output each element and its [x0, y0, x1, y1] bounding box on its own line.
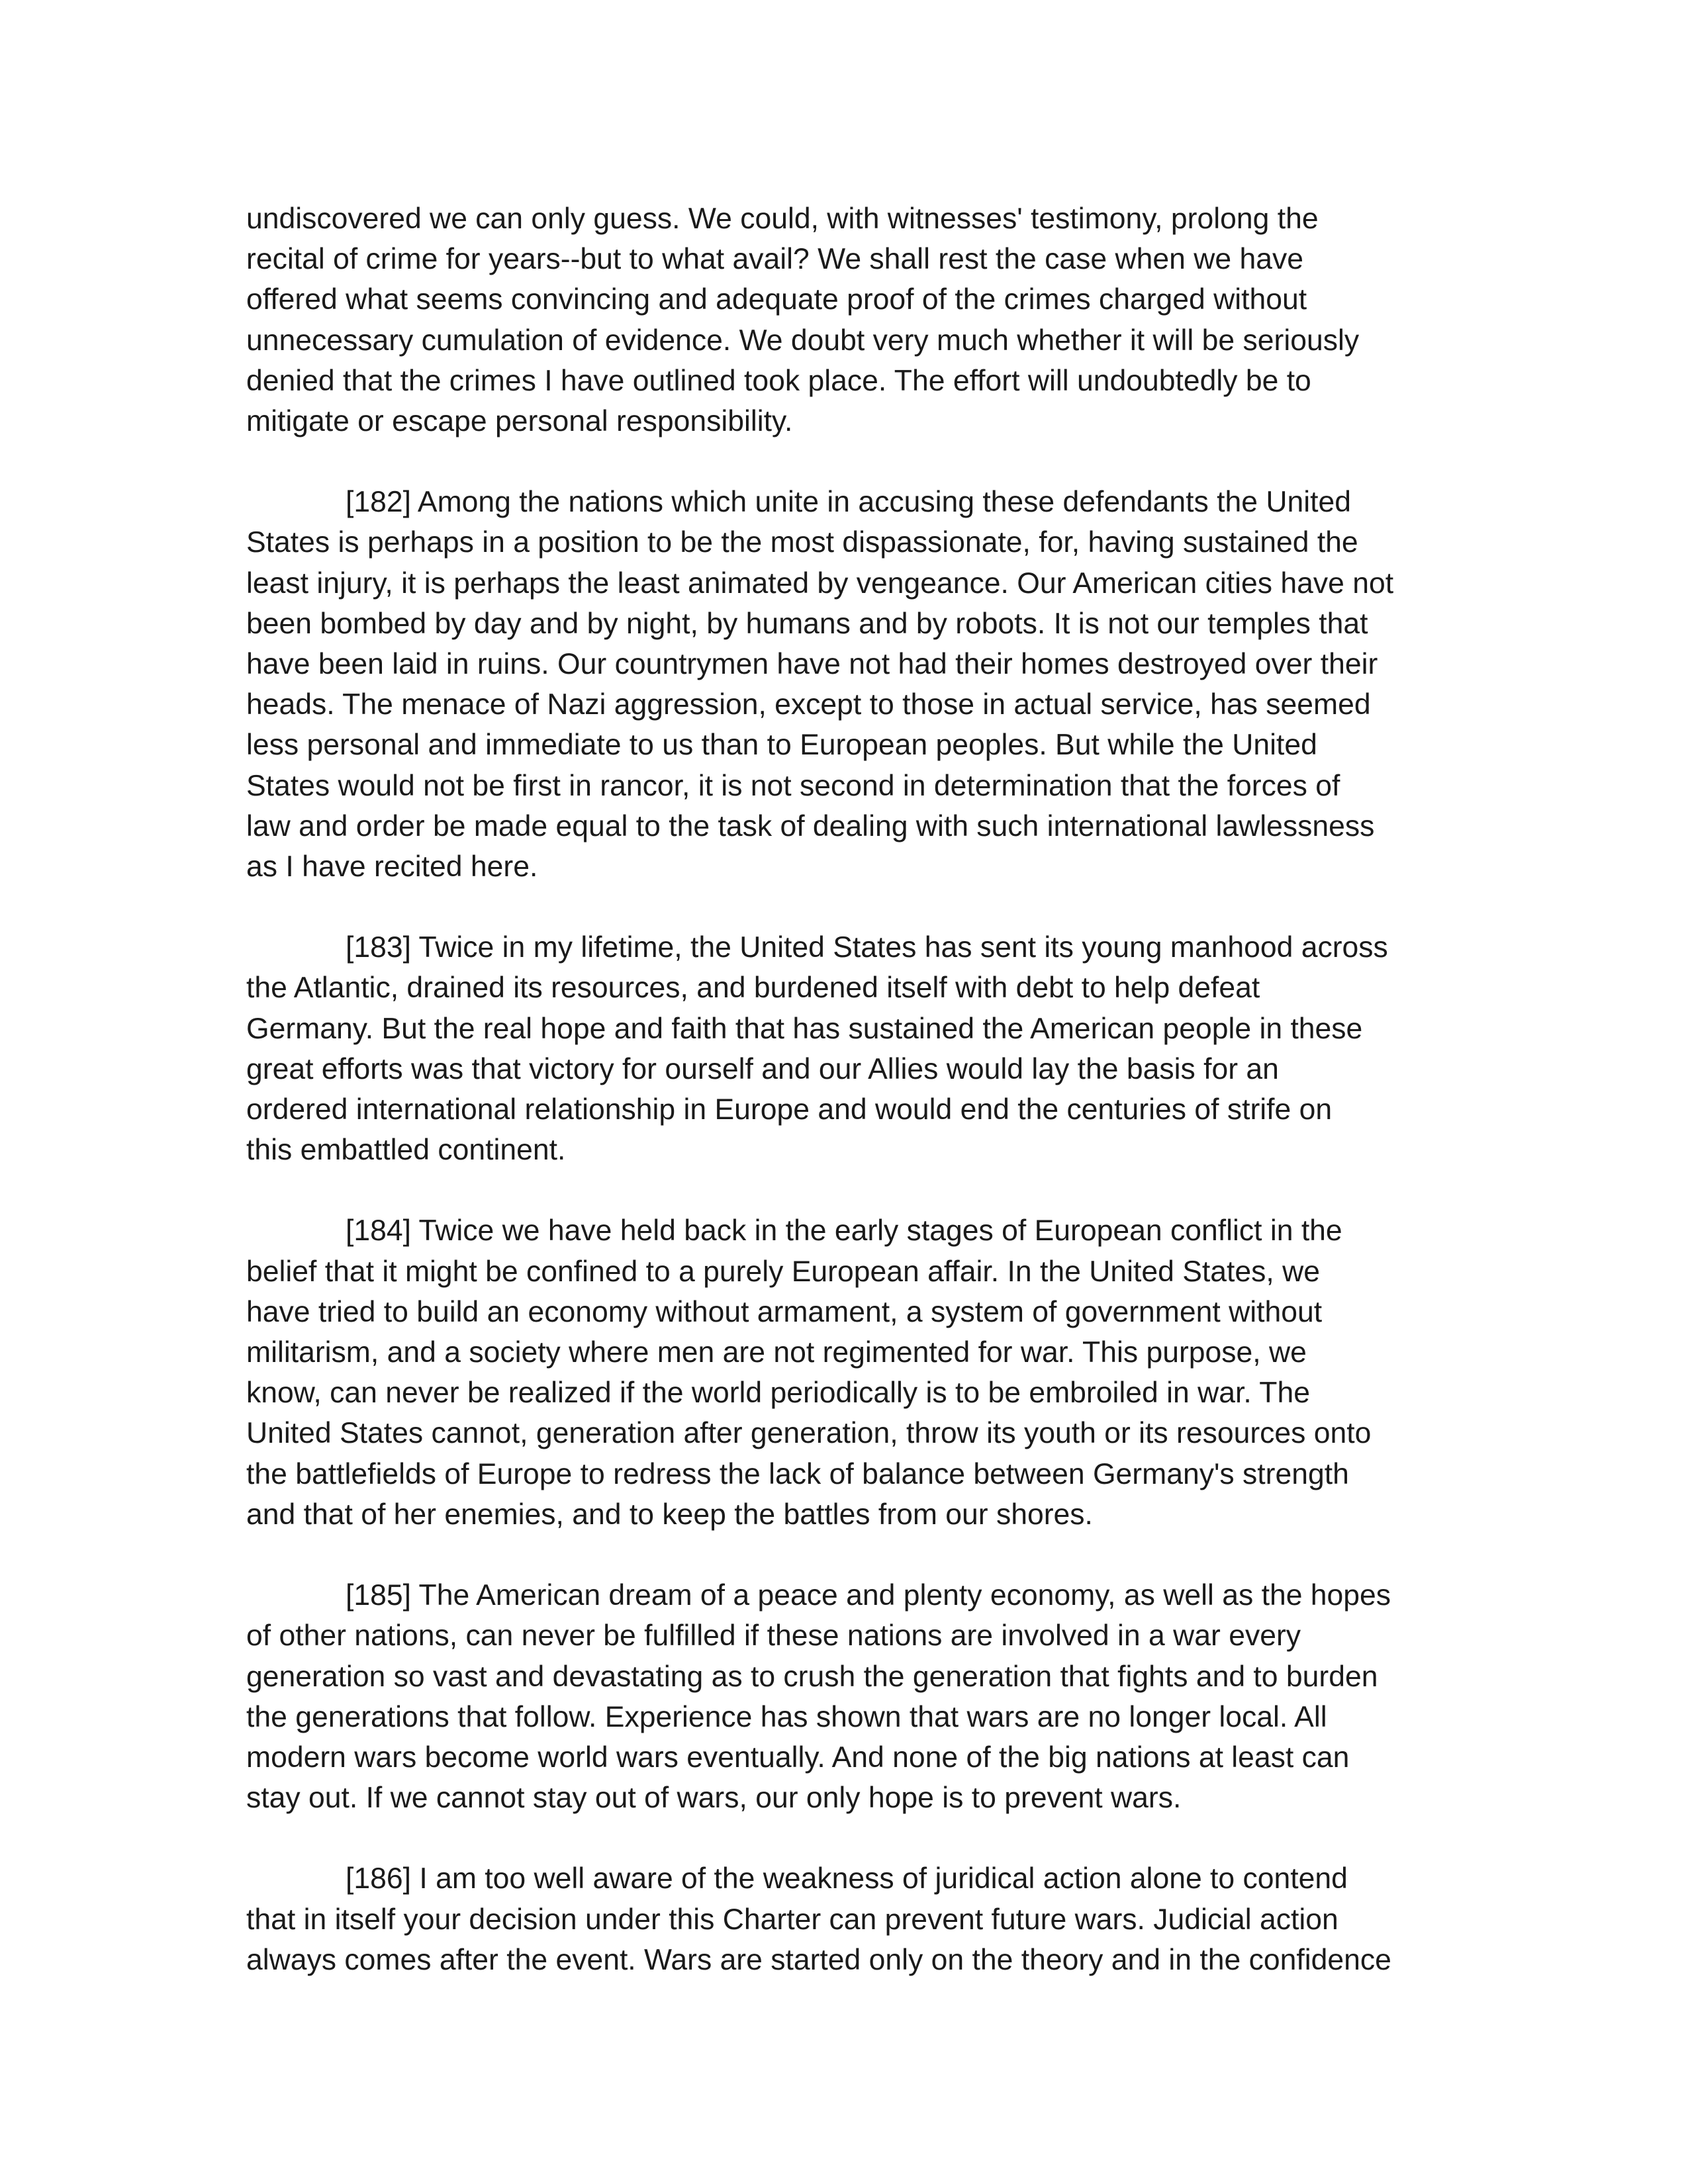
document-page	[246, 199, 1451, 2021]
paragraph-183: [183] Twice in my lifetime, the United States has sent its young manhood across the Atlantic, drained its resources, and burdened itself with debt to help defeat Germany. But the real hope and faith that has sustained the American people in these great efforts was that victory for ourself and our Allies would lay the basis for an ordered international relationship in Europe and would end the centuries of strife on this embattled continent.	[246, 931, 1388, 1167]
paragraph-continuation: undiscovered we can only guess. We could, with witnesses' testimony, prolong the recital of crime for years--but to what avail? We shall rest the case when we have offered what seems convincing and adequate proof of the crimes charged without unnecessary cumulation of evidence. We doubt very much whether it will be seriously denied that the crimes I have outlined took place. The effort will undoubtedly be to mitigate or escape personal responsibility.	[246, 203, 1360, 438]
paragraph-184: [184] Twice we have held back in the early stages of European conflict in the belief that it might be confined to a purely European affair. In the United States, we have tried to build an economy without armament, a system of government without militarism, and a society where men are not regimented for war. This purpose, we know, can never be realized if the world periodically is to be embroiled in war. The United States cannot, generation after generation, throw its youth or its resources onto the battlefields of Europe to redress the lack of balance between Germany's strength and that of her enemies, and to keep the battles from our shores.	[246, 1214, 1372, 1531]
paragraph-182: [182] Among the nations which unite in accusing these defendants the United States is perhaps in a position to be the most dispassionate, for, having sustained the least injury, it is perhaps the least animated by vengeance. Our American cities have not been bombed by day and by night, by humans and by robots. It is not our temples that have been laid in ruins. Our countrymen have not had their homes destroyed over their heads. The menace of Nazi aggression, except to those in actual service, has seemed less personal and immediate to us than to European peoples. But while the United States would not be first in rancor, it is not second in determination that the forces of law and order be made equal to the task of dealing with such international lawlessness as I have recited here.	[246, 486, 1394, 884]
paragraph-185: [185] The American dream of a peace and plenty economy, as well as the hopes of other nations, can never be fulfilled if these nations are involved in a war every generation so vast and devastating as to crush the generation that fights and to burden the generations that follow. Experience has shown that wars are no longer local. All modern wars become world wars eventually. And none of the big nations at least can stay out. If we cannot stay out of wars, our only hope is to prevent wars.	[246, 1579, 1391, 1815]
paragraph-186: [186] I am too well aware of the weakness of juridical action alone to contend that in itself your decision under this Charter can prevent future wars. Judicial action always comes after the event. Wars are started only on the theory and in the confidence	[246, 1862, 1391, 1976]
